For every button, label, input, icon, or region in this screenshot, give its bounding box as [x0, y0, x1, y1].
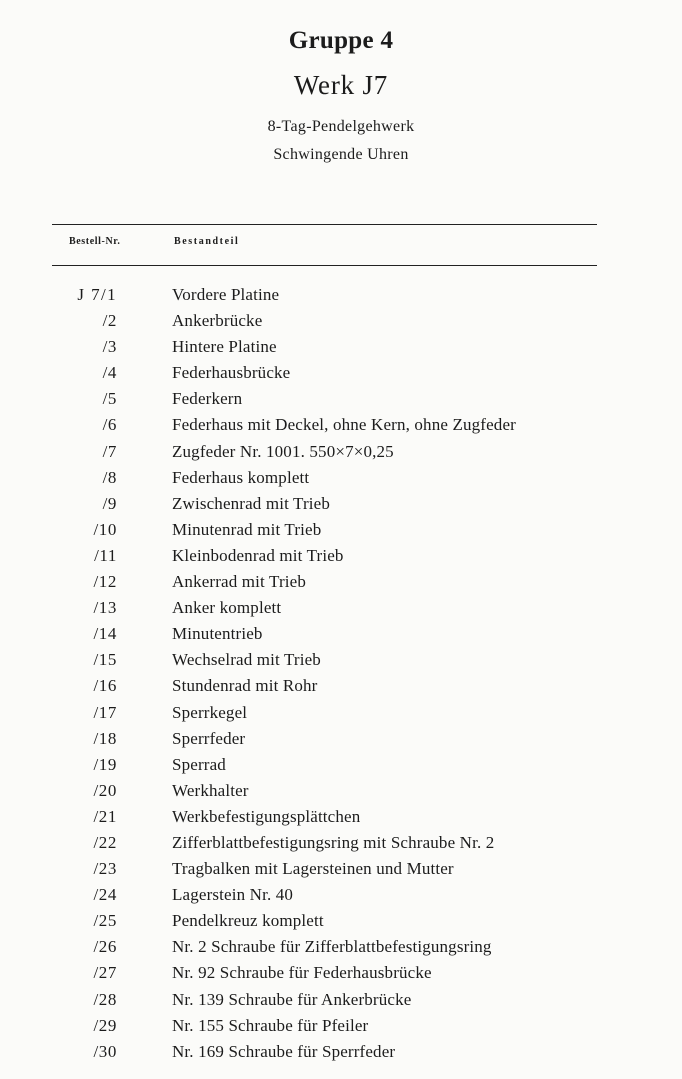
- order-number: /19: [93, 754, 117, 774]
- order-number: /15: [93, 650, 117, 670]
- order-number: /5: [102, 389, 117, 409]
- table-row: [0, 282, 682, 308]
- table-row: [0, 778, 682, 804]
- part-name: Tragbalken mit Lagersteinen und Mutter: [172, 859, 454, 879]
- part-name: Werkbefestigungsplättchen: [172, 806, 361, 826]
- table-row: [0, 412, 682, 438]
- order-number: /4: [102, 363, 117, 383]
- order-number: /12: [93, 572, 117, 592]
- table-row: [0, 439, 682, 465]
- table-row: [0, 726, 682, 752]
- order-number: /23: [93, 859, 117, 879]
- part-name: Nr. 155 Schraube für Pfeiler: [172, 1015, 369, 1035]
- part-name: Zwischenrad mit Trieb: [172, 493, 331, 513]
- table-row: [0, 1013, 682, 1039]
- table-row: [0, 673, 682, 699]
- part-name: Anker komplett: [172, 598, 282, 618]
- order-number: /16: [93, 676, 117, 696]
- table-row: [0, 517, 682, 543]
- part-name: Federhaus mit Deckel, ohne Kern, ohne Zugfeder: [172, 415, 516, 435]
- part-name: Sperrad: [172, 754, 226, 774]
- order-number: /22: [93, 832, 117, 852]
- part-name: Nr. 139 Schraube für Ankerbrücke: [172, 989, 412, 1009]
- part-name: Vordere Platine: [172, 285, 280, 304]
- column-header-order-no: Bestell-Nr.: [69, 236, 121, 247]
- table-row: [0, 543, 682, 569]
- table-row: [0, 830, 682, 856]
- table-row: [0, 987, 682, 1013]
- part-name: Ankerbrücke: [172, 311, 263, 331]
- order-number: /27: [93, 963, 117, 983]
- part-name: Minutentrieb: [172, 624, 263, 644]
- order-number: /26: [93, 937, 117, 957]
- table-top-rule: [52, 224, 597, 225]
- work-title: Werk J7: [293, 70, 389, 100]
- table-row: [0, 595, 682, 621]
- order-number: /8: [102, 467, 117, 487]
- table-row: [0, 1039, 682, 1065]
- part-name: Lagerstein Nr. 40: [172, 885, 294, 905]
- order-number: /21: [93, 806, 117, 826]
- order-number: /30: [93, 1041, 117, 1061]
- order-number: /2: [102, 311, 117, 331]
- order-number: /6: [102, 415, 117, 435]
- order-number: /29: [93, 1015, 117, 1035]
- part-name: Ankerrad mit Trieb: [172, 572, 306, 592]
- part-name: Federhausbrücke: [172, 363, 291, 383]
- order-number: /7: [102, 441, 117, 461]
- table-row: [0, 465, 682, 491]
- part-name: Werkhalter: [172, 780, 249, 800]
- table-row: [0, 960, 682, 986]
- table-row: [0, 856, 682, 882]
- table-row: [0, 308, 682, 334]
- order-number: /9: [102, 493, 117, 513]
- clock-category: Schwingende Uhren: [273, 146, 409, 163]
- part-name: Pendelkreuz komplett: [172, 911, 324, 931]
- order-number: /11: [94, 545, 117, 565]
- table-row: [0, 334, 682, 360]
- table-row: [0, 360, 682, 386]
- part-name: Kleinbodenrad mit Trieb: [172, 545, 344, 565]
- movement-type: 8-Tag-Pendelgehwerk: [267, 118, 415, 135]
- order-number: /20: [93, 780, 117, 800]
- table-row: [0, 491, 682, 517]
- table-row: [0, 621, 682, 647]
- order-number: /3: [102, 337, 117, 357]
- table-row: [0, 908, 682, 934]
- part-name: Nr. 169 Schraube für Sperrfeder: [172, 1041, 396, 1061]
- order-number: /14: [93, 624, 117, 644]
- part-name: Minutenrad mit Trieb: [172, 519, 322, 539]
- part-name: Zifferblattbefestigungsring mit Schraube Nr. 2: [172, 832, 495, 852]
- group-title: Gruppe 4: [288, 27, 394, 54]
- table-row: [0, 569, 682, 595]
- table-header-rule: [52, 265, 597, 266]
- part-name: Wechselrad mit Trieb: [172, 650, 321, 670]
- part-name: Hintere Platine: [172, 337, 277, 357]
- order-number: /17: [93, 702, 117, 722]
- part-name: Zugfeder Nr. 1001. 550×7×0,25: [172, 441, 394, 461]
- part-name: Nr. 2 Schraube für Zifferblattbefestigungsring: [172, 937, 492, 957]
- table-row: [0, 386, 682, 412]
- table-row: [0, 647, 682, 673]
- order-number: /24: [93, 885, 117, 905]
- table-row: [0, 700, 682, 726]
- parts-table: [0, 282, 682, 1065]
- part-name: Nr. 92 Schraube für Federhausbrücke: [172, 963, 432, 983]
- order-number: /18: [93, 728, 117, 748]
- part-name: Stundenrad mit Rohr: [172, 676, 318, 696]
- table-row: [0, 882, 682, 908]
- order-number: /25: [93, 911, 117, 931]
- table-row: [0, 934, 682, 960]
- part-name: Federkern: [172, 389, 243, 409]
- table-row: [0, 804, 682, 830]
- order-number: /28: [93, 989, 117, 1009]
- part-name: Sperrkegel: [172, 702, 248, 722]
- column-header-part: Bestandteil: [174, 236, 240, 247]
- table-row: [0, 752, 682, 778]
- order-number: J 7/1: [77, 285, 117, 304]
- order-number: /10: [93, 519, 117, 539]
- part-name: Federhaus komplett: [172, 467, 310, 487]
- order-number: /13: [93, 598, 117, 618]
- part-name: Sperrfeder: [172, 728, 246, 748]
